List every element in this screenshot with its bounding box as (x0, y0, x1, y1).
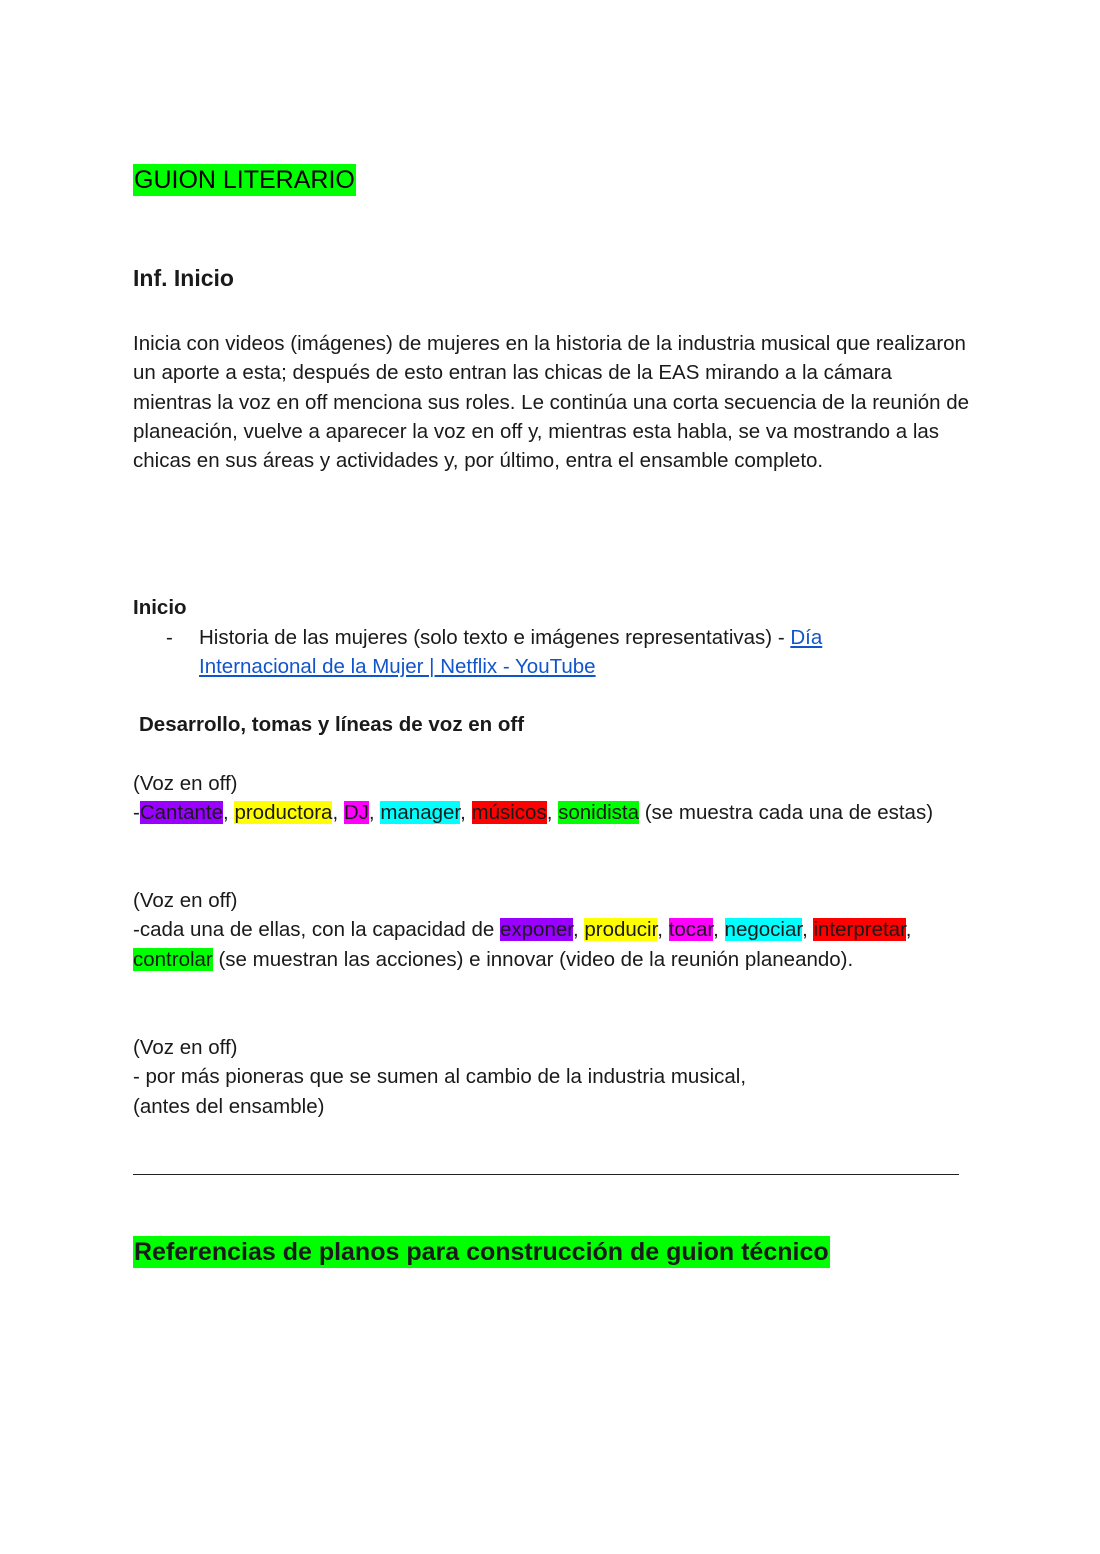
closing-note: (antes del ensamble) (133, 1094, 325, 1118)
separator: , (657, 918, 669, 942)
separator: , (332, 801, 344, 825)
closing-line: - por más pioneras que se sumen al cambio de la industria musical, (133, 1065, 747, 1089)
role-highlight: DJ (343, 801, 369, 825)
section-heading: Inf. Inicio (133, 265, 234, 291)
references-heading: Referencias de planos para construcción de guion técnico (134, 1238, 829, 1266)
bullet-text: Historia de las mujeres (solo texto e imágenes representativas) - (199, 626, 791, 649)
action-highlight: exponer (499, 918, 573, 942)
separator: , (546, 801, 559, 825)
horizontal-divider (133, 1174, 959, 1175)
separator: , (460, 801, 472, 825)
role-highlight: Cantante (139, 801, 224, 825)
line-prefix: -cada una de ellas, con la capacidad de (133, 918, 500, 942)
action-highlight: negociar (724, 918, 803, 942)
action-highlight: tocar (668, 918, 714, 942)
voice-label: (Voz en off) (133, 772, 238, 795)
separator: , (713, 918, 725, 942)
role-highlight: manager (380, 801, 461, 825)
separator: , (368, 801, 381, 825)
youtube-link[interactable]: Día Internacional de la Mujer | Netflix - YouTube (199, 626, 823, 679)
voice-block-closing (133, 1033, 973, 1121)
voice-label: (Voz en off) (133, 1036, 238, 1059)
separator: , (572, 918, 585, 942)
voice-block-roles (133, 769, 973, 828)
role-highlight: músicos (471, 801, 547, 825)
separator: , (802, 918, 814, 942)
desarrollo-heading: Desarrollo, tomas y líneas de voz en off (139, 713, 525, 736)
voice-block-actions (133, 886, 973, 974)
actions-line (133, 915, 973, 974)
separator: , (223, 801, 235, 825)
intro-paragraph: Inicia con videos (imágenes) de mujeres en la historia de la industria musical que realizaron un aporte a esta; después de esto entran las chicas de la EAS mirando a la cámara mientras la voz en off menciona sus roles. Le continúa una corta secuencia de la reunión de planeación, vuelve a aparecer la voz en off y, mientras esta habla, se va mostrando a las chicas en sus áreas y actividades y, por último, entra el ensamble completo. (133, 332, 970, 473)
bullet-item (199, 623, 899, 682)
role-highlight: productora (234, 801, 333, 825)
role-highlight: sonidista (558, 801, 640, 825)
bullet-marker: - (166, 626, 173, 649)
roles-line (133, 798, 973, 827)
line-suffix: (se muestran las acciones) e innovar (video de la reunión planeando). (212, 947, 854, 971)
separator: , (905, 918, 912, 942)
document-title: GUION LITERARIO (134, 166, 355, 194)
action-highlight: interpretar (813, 918, 906, 942)
inicio-heading: Inicio (133, 596, 187, 619)
action-highlight: producir (584, 918, 658, 942)
action-highlight: controlar (133, 947, 213, 971)
line-suffix: (se muestra cada una de estas) (639, 801, 934, 825)
line-prefix: - (133, 801, 140, 825)
voice-label: (Voz en off) (133, 889, 238, 912)
